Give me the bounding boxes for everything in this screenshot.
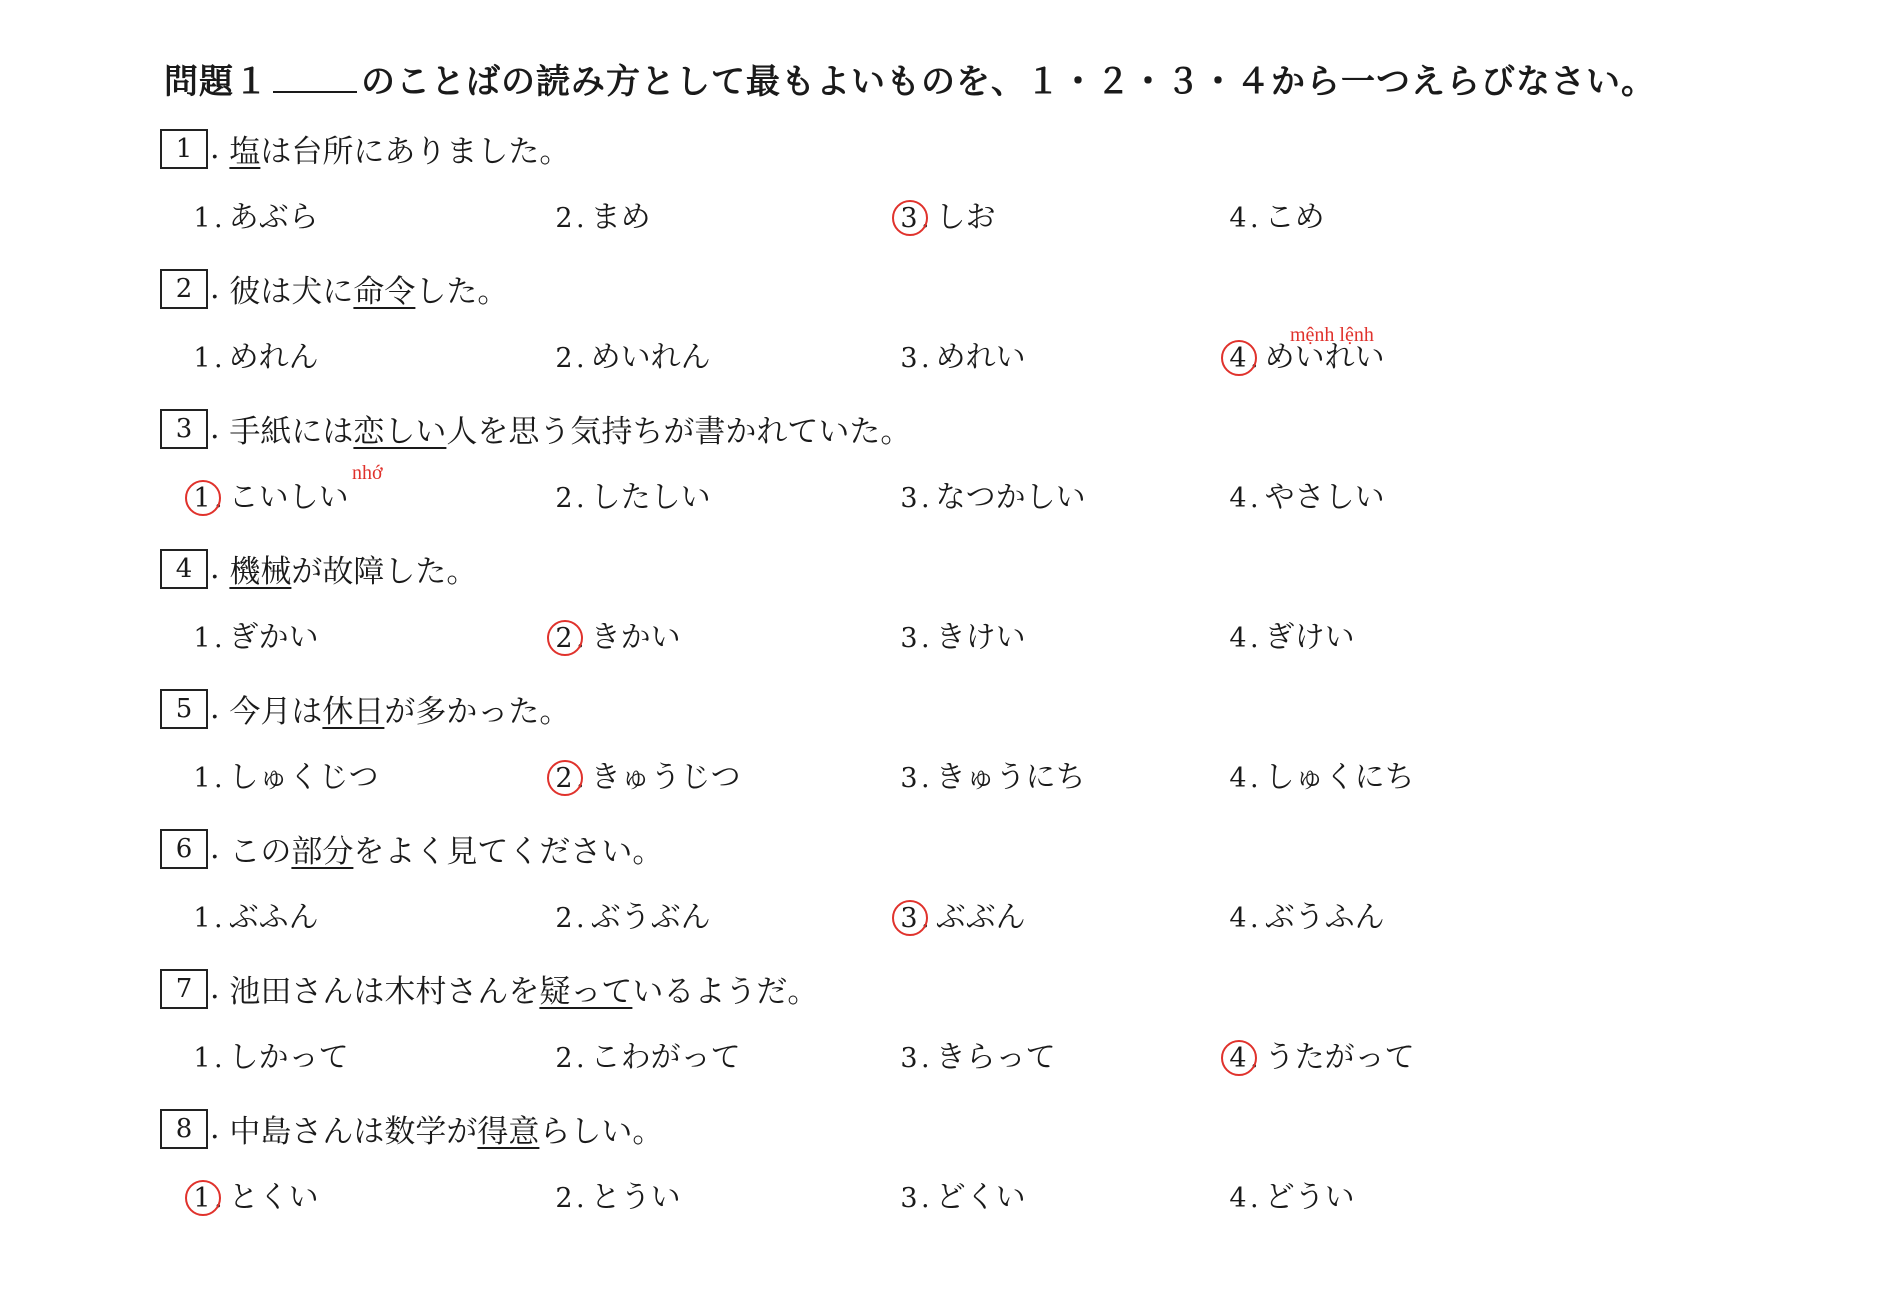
choice-text: ぶぶん — [935, 900, 1026, 935]
question-number-box: 3 — [160, 409, 208, 449]
question-text: 今月は休日が多かった。 — [229, 694, 571, 730]
circled-answer-mark: 3 — [897, 903, 921, 934]
question-4 — [0, 546, 1894, 686]
choice-number: 1 — [193, 203, 211, 234]
choice-3[interactable]: 3 . ぶぶん — [897, 892, 1026, 932]
choice-4[interactable]: 4 . どうい — [1226, 1172, 1355, 1212]
choice-number: 3 — [900, 623, 918, 654]
choice-2[interactable]: 2 . ぶうぶん — [552, 892, 711, 932]
choice-number: 1 — [193, 623, 211, 654]
question-3 — [0, 406, 1894, 546]
choice-text: どうい — [1264, 1180, 1355, 1215]
question-line: 1 . 塩は台所にありました。 — [160, 126, 570, 166]
choice-3[interactable]: 3 . きゅうにち — [897, 752, 1086, 792]
choice-text: したしい — [590, 480, 711, 515]
choice-text: ぎけい — [1264, 620, 1355, 655]
target-word: 得意 — [477, 1114, 540, 1150]
instruction-text: のことばの読み方として最もよいものを、１・２・３・４から一つえらびなさい。 — [361, 62, 1656, 102]
handwritten-note: mệnh lệnh — [1290, 324, 1374, 346]
instruction-prefix: 問題１ — [164, 62, 269, 102]
choice-number: 1 — [193, 343, 211, 374]
circled-answer-mark: 4 — [1226, 343, 1250, 374]
question-text: 池田さんは木村さんを疑っているようだ。 — [229, 974, 819, 1010]
choice-text: めいれん — [590, 340, 711, 375]
choice-text: こわがって — [590, 1040, 741, 1075]
question-line: 6 . この部分をよく見てください。 — [160, 826, 663, 866]
choice-number: 2 — [555, 1183, 573, 1214]
choice-4[interactable]: 4 . めいれい — [1226, 332, 1385, 372]
choice-4[interactable]: 4 . やさしい — [1226, 472, 1385, 512]
choice-number: 3 — [900, 1183, 918, 1214]
question-number-box: 7 — [160, 969, 208, 1009]
target-word: 命令 — [353, 274, 416, 310]
choice-text: きけい — [935, 620, 1026, 655]
choice-text: やさしい — [1264, 480, 1385, 515]
question-text: 彼は犬に命令した。 — [229, 274, 509, 310]
choice-text: しかって — [228, 1040, 349, 1075]
choice-4[interactable]: 4 . ぎけい — [1226, 612, 1355, 652]
choice-number: 4 — [1229, 763, 1247, 794]
choice-number: 3 — [900, 343, 918, 374]
question-text: 機械が故障した。 — [229, 554, 478, 590]
choice-1[interactable]: 1 . ぶふん — [190, 892, 319, 932]
choice-3[interactable]: 3 . なつかしい — [897, 472, 1086, 512]
choice-1[interactable]: 1 . あぶら — [190, 192, 319, 232]
choice-3[interactable]: 3 . しお — [897, 192, 996, 232]
choice-text: しゅくにち — [1264, 760, 1415, 795]
choice-text: しゅくじつ — [228, 760, 379, 795]
choice-number: 2 — [555, 203, 573, 234]
question-number-box: 4 — [160, 549, 208, 589]
choice-text: めれい — [935, 340, 1026, 375]
choice-2[interactable]: 2 . まめ — [552, 192, 651, 232]
choice-2[interactable]: 2 . したしい — [552, 472, 711, 512]
target-word: 休日 — [322, 694, 385, 730]
question-6 — [0, 826, 1894, 966]
choice-number: 3 — [900, 763, 918, 794]
question-7 — [0, 966, 1894, 1106]
question-line: 3 . 手紙には恋しい人を思う気持ちが書かれていた。 — [160, 406, 911, 446]
choice-text: なつかしい — [935, 480, 1086, 515]
question-line: 4 . 機械が故障した。 — [160, 546, 477, 586]
choice-number: 2 — [555, 903, 573, 934]
question-line: 8 . 中島さんは数学が得意らしい。 — [160, 1106, 663, 1146]
circled-answer-mark: 3 — [897, 203, 921, 234]
question-text: 中島さんは数学が得意らしい。 — [229, 1114, 664, 1150]
question-text: 手紙には恋しい人を思う気持ちが書かれていた。 — [229, 414, 912, 450]
choice-text: ぶふん — [228, 900, 319, 935]
question-line: 5 . 今月は休日が多かった。 — [160, 686, 570, 726]
question-text: 塩は台所にありました。 — [229, 134, 571, 170]
choice-number: 2 — [555, 343, 573, 374]
circled-answer-mark: 4 — [1226, 1043, 1250, 1074]
choice-3[interactable]: 3 . きけい — [897, 612, 1026, 652]
target-word: 部分 — [291, 834, 354, 870]
choice-text: きゅうにち — [935, 760, 1086, 795]
choice-number: 2 — [555, 483, 573, 514]
target-word: 疑って — [539, 974, 633, 1010]
choice-3[interactable]: 3 . めれい — [897, 332, 1026, 372]
choice-text: しお — [935, 200, 996, 235]
choice-text: きらって — [935, 1040, 1056, 1075]
question-2 — [0, 266, 1894, 406]
question-number-box: 8 — [160, 1109, 208, 1149]
choice-text: ぎかい — [228, 620, 319, 655]
choice-2[interactable]: 2 . とうい — [552, 1172, 681, 1212]
question-number-box: 1 — [160, 129, 208, 169]
choice-text: きゅうじつ — [590, 760, 741, 795]
question-number-box: 5 — [160, 689, 208, 729]
choice-text: めれん — [228, 340, 319, 375]
choice-number: 4 — [1229, 1183, 1247, 1214]
underline-blank — [273, 63, 357, 93]
choice-2[interactable]: 2 . こわがって — [552, 1032, 741, 1072]
choice-number: 2 — [555, 1043, 573, 1074]
circled-answer-mark: 1 — [190, 483, 214, 514]
choice-4[interactable]: 4 . こめ — [1226, 192, 1325, 232]
question-line: 7 . 池田さんは木村さんを疑っているようだ。 — [160, 966, 818, 1006]
choice-2[interactable]: 2 . めいれん — [552, 332, 711, 372]
question-1 — [0, 126, 1894, 266]
choice-4[interactable]: 4 . ぶうふん — [1226, 892, 1385, 932]
choice-number: 3 — [900, 1043, 918, 1074]
instruction — [164, 54, 1656, 103]
question-number-box: 2 — [160, 269, 208, 309]
circled-answer-mark: 1 — [190, 1183, 214, 1214]
circled-answer-mark: 2 — [552, 623, 576, 654]
choice-text: めいれい — [1264, 340, 1385, 375]
choice-2[interactable]: 2 . きゅうじつ — [552, 752, 741, 792]
choice-text: こめ — [1264, 200, 1325, 235]
choice-1[interactable]: 1 . とくい — [190, 1172, 319, 1212]
choice-text: まめ — [590, 200, 651, 235]
choice-4[interactable]: 4 . うたがって — [1226, 1032, 1415, 1072]
choice-2[interactable]: 2 . きかい — [552, 612, 681, 652]
choice-number: 3 — [900, 483, 918, 514]
choice-3[interactable]: 3 . どくい — [897, 1172, 1026, 1212]
question-line: 2 . 彼は犬に命令した。 — [160, 266, 508, 306]
target-word: 塩 — [229, 134, 261, 170]
question-text: この部分をよく見てください。 — [229, 834, 664, 870]
circled-answer-mark: 2 — [552, 763, 576, 794]
target-word: 機械 — [229, 554, 292, 590]
choice-3[interactable]: 3 . きらって — [897, 1032, 1056, 1072]
question-number-box: 6 — [160, 829, 208, 869]
handwritten-note: nhớ — [352, 462, 383, 484]
target-word: 恋しい — [353, 414, 447, 450]
choice-1[interactable]: 1 . しゅくじつ — [190, 752, 379, 792]
choice-text: こいしい — [228, 480, 349, 515]
choice-number: 4 — [1229, 903, 1247, 934]
choice-1[interactable]: 1 . こいしい — [190, 472, 349, 512]
choice-number: 4 — [1229, 203, 1247, 234]
question-8 — [0, 1106, 1894, 1246]
choice-1[interactable]: 1 . ぎかい — [190, 612, 319, 652]
choice-number: 1 — [193, 763, 211, 794]
choice-text: うたがって — [1264, 1040, 1415, 1075]
choice-text: ぶうふん — [1264, 900, 1385, 935]
choice-number: 4 — [1229, 483, 1247, 514]
choice-1[interactable]: 1 . めれん — [190, 332, 319, 372]
choice-text: どくい — [935, 1180, 1026, 1215]
choice-text: ぶうぶん — [590, 900, 711, 935]
choice-text: とうい — [590, 1180, 681, 1215]
choice-4[interactable]: 4 . しゅくにち — [1226, 752, 1415, 792]
question-5 — [0, 686, 1894, 826]
choice-text: あぶら — [228, 200, 319, 235]
choice-text: とくい — [228, 1180, 319, 1215]
choice-1[interactable]: 1 . しかって — [190, 1032, 349, 1072]
choice-number: 1 — [193, 1043, 211, 1074]
choice-number: 1 — [193, 903, 211, 934]
choice-text: きかい — [590, 620, 681, 655]
choice-number: 4 — [1229, 623, 1247, 654]
